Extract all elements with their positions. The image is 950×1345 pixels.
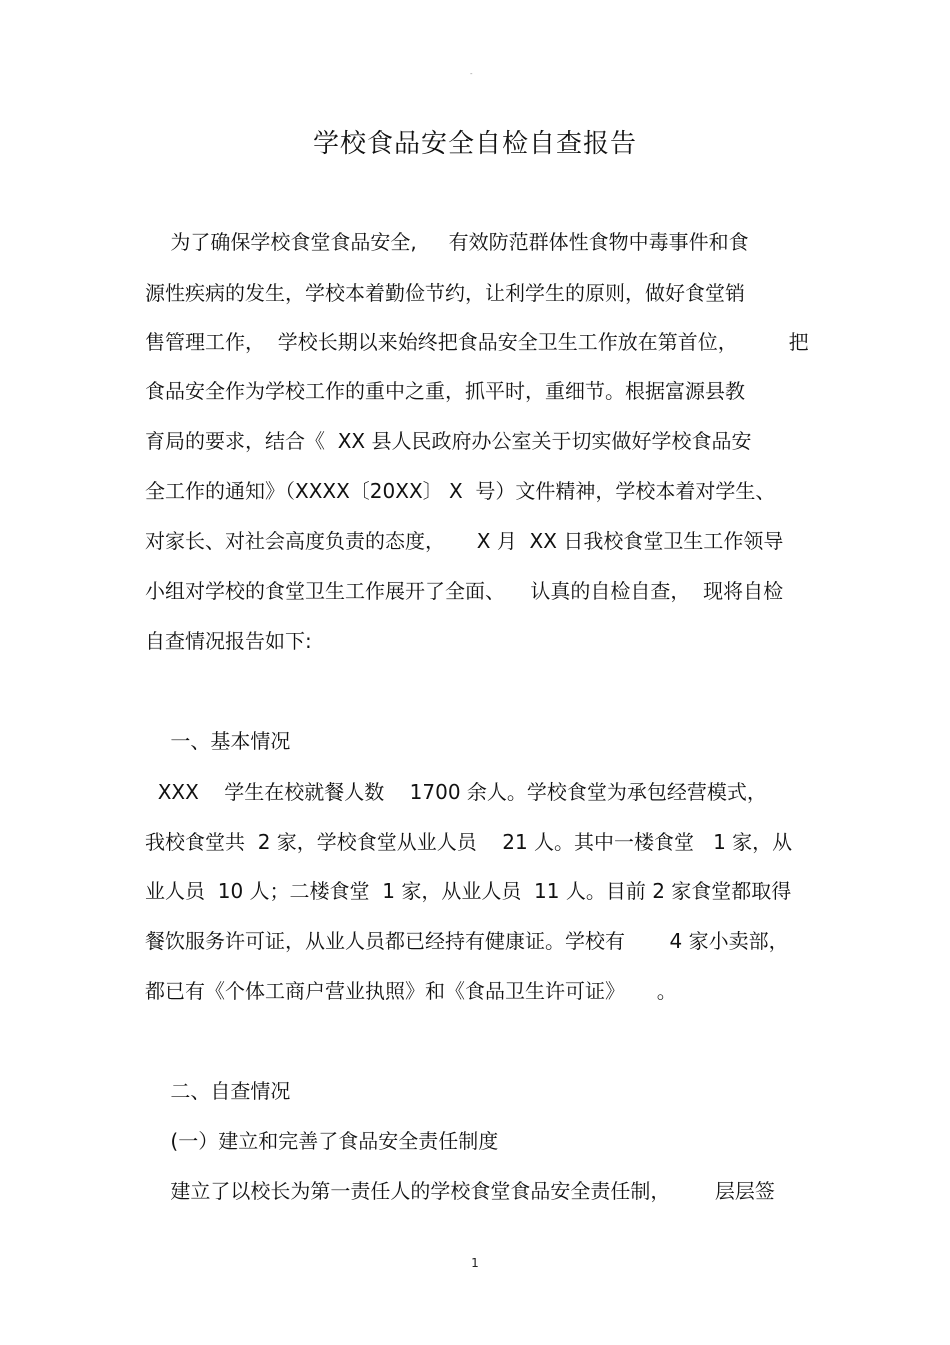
paragraph-line: 为了确保学校食堂食品安全, 有效防范群体性食物中毒事件和食 <box>145 230 749 254</box>
document-title: 学校食品安全自检自查报告 <box>312 129 637 159</box>
top-mark: - <box>470 70 473 78</box>
page-number: 1 <box>471 1256 479 1270</box>
subsection-heading: (一）建立和完善了食品安全责任制度 <box>145 1129 499 1153</box>
paragraph-line: 对家长、对社会高度负责的态度， X 月 XX 日我校食堂卫生工作领导 <box>145 529 784 553</box>
paragraph-line: 建立了以校长为第一责任人的学校食堂食品安全责任制， 层层签 <box>145 1179 775 1203</box>
paragraph-line: 餐饮服务许可证，从业人员都已经持有健康证。学校有 4 家小卖部， <box>145 929 789 953</box>
paragraph-line: 食品安全作为学校工作的重中之重，抓平时，重细节。根据富源县教 <box>145 379 745 403</box>
paragraph-line: 售管理工作， 学校长期以来始终把食品安全卫生工作放在第首位， 把 <box>145 330 809 354</box>
paragraph-line: 源性疾病的发生，学校本着勤俭节约，让利学生的原则，做好食堂销 <box>145 281 745 305</box>
paragraph-line: 业人员 10 人；二楼食堂 1 家，从业人员 11 人。目前 2 家食堂都取得 <box>145 879 792 903</box>
paragraph-line: 我校食堂共 2 家，学校食堂从业人员 21 人。其中一楼食堂 1 家，从 <box>145 830 793 854</box>
section-heading-basic: 一、基本情况 <box>145 729 291 753</box>
paragraph-line: 育局的要求，结合《 XX 县人民政府办公室关于切实做好学校食品安 <box>145 429 752 453</box>
paragraph-line: XXX 学生在校就餐人数 1700 余人。学校食堂为承包经营模式， <box>145 780 767 804</box>
paragraph-line: 自查情况报告如下: <box>145 629 312 653</box>
paragraph-line: 小组对学校的食堂卫生工作展开了全面、 认真的自检自查， 现将自检 <box>145 579 784 603</box>
paragraph-line: 全工作的通知》（XXXX〔20XX〕 X 号）文件精神，学校本着对学生、 <box>145 479 776 503</box>
section-heading-self-check: 二、自查情况 <box>145 1079 291 1103</box>
paragraph-line: 都已有《个体工商户营业执照》和《食品卫生许可证》 。 <box>145 979 677 1003</box>
